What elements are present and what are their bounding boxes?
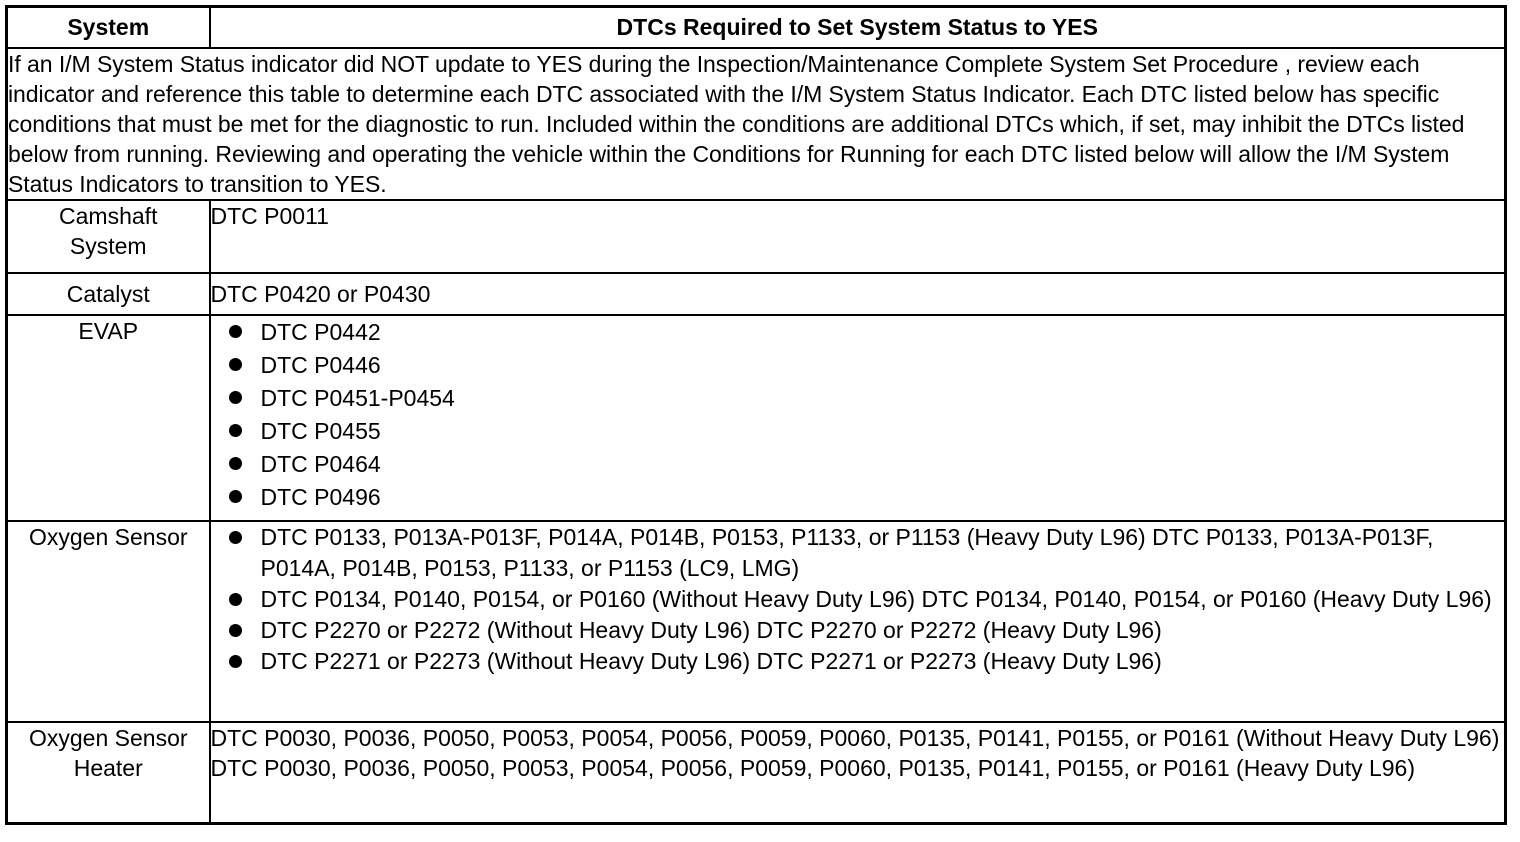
bullet-icon [229, 531, 242, 544]
list-item: DTC P0464 [211, 448, 1505, 481]
bullet-icon [229, 457, 242, 470]
dtc-catalyst: DTC P0420 or P0430 [210, 273, 1506, 315]
table-row [7, 315, 1506, 521]
list-item: DTC P2270 or P2272 (Without Heavy Duty L96) DTC P2270 or P2272 (Heavy Duty L96) [211, 615, 1505, 646]
dtc-oxygen-sensor [210, 521, 1506, 722]
header-dtcs: DTCs Required to Set System Status to YES [210, 7, 1506, 49]
header-system: System [7, 7, 210, 49]
system-oxygen-sensor: Oxygen Sensor [7, 521, 210, 722]
system-evap: EVAP [7, 315, 210, 521]
bullet-icon [229, 325, 242, 338]
bullet-icon [229, 624, 242, 637]
list-item: DTC P0451-P0454 [211, 382, 1505, 415]
bullet-icon [229, 358, 242, 371]
bullet-icon [229, 490, 242, 503]
bullet-icon [229, 655, 242, 668]
table-row [7, 722, 1506, 823]
bullet-icon [229, 424, 242, 437]
list-item: DTC P0134, P0140, P0154, or P0160 (Without Heavy Duty L96) DTC P0134, P0140, P0154, or P0160 (Heavy Duty L96) [211, 584, 1505, 615]
list-item: DTC P2271 or P2273 (Without Heavy Duty L96) DTC P2271 or P2273 (Heavy Duty L96) [211, 646, 1505, 677]
list-item: DTC P0446 [211, 349, 1505, 382]
dtc-evap [210, 315, 1506, 521]
list-item: DTC P0442 [211, 316, 1505, 349]
dtc-table [5, 5, 1507, 825]
intro-text: If an I/M System Status indicator did NOT update to YES during the Inspection/Maintenance Complete System Set Procedure , review each indicator and reference this table to determine each DTC associated with the I/M System Status Indicator. Each DTC listed below has specific conditions that must be met for the diagnostic to run. Included within the conditions are additional DTCs which, if set, may inhibit the DTCs listed below from running. Reviewing and operating the vehicle within the Conditions for Running for each DTC listed below will allow the I/M System Status Indicators to transition to YES. [7, 48, 1506, 200]
list-item: DTC P0455 [211, 415, 1505, 448]
system-oxygen-sensor-heater: Oxygen Sensor Heater [7, 722, 210, 823]
dtc-oxygen-sensor-heater: DTC P0030, P0036, P0050, P0053, P0054, P0056, P0059, P0060, P0135, P0141, P0155, or P0161 (Without Heavy Duty L96) DTC P0030, P0036, P0050, P0053, P0054, P0056, P0059, P0060, P0135, P0141, P0155, or P0161 (Heavy Duty L96) [210, 722, 1506, 823]
list-item: DTC P0496 [211, 481, 1505, 514]
table-row [7, 200, 1506, 273]
system-catalyst: Catalyst [7, 273, 210, 315]
table-row [7, 521, 1506, 722]
table-row [7, 273, 1506, 315]
dtc-camshaft: DTC P0011 [210, 200, 1506, 273]
bullet-icon [229, 593, 242, 606]
system-camshaft: Camshaft System [7, 200, 210, 273]
list-item: DTC P0133, P013A-P013F, P014A, P014B, P0153, P1133, or P1153 (Heavy Duty L96) DTC P0133, P013A-P013F, P014A, P014B, P0153, P1133, or P1153 (LC9, LMG) [211, 522, 1505, 584]
header-row [7, 7, 1506, 49]
intro-row [7, 48, 1506, 200]
bullet-icon [229, 391, 242, 404]
